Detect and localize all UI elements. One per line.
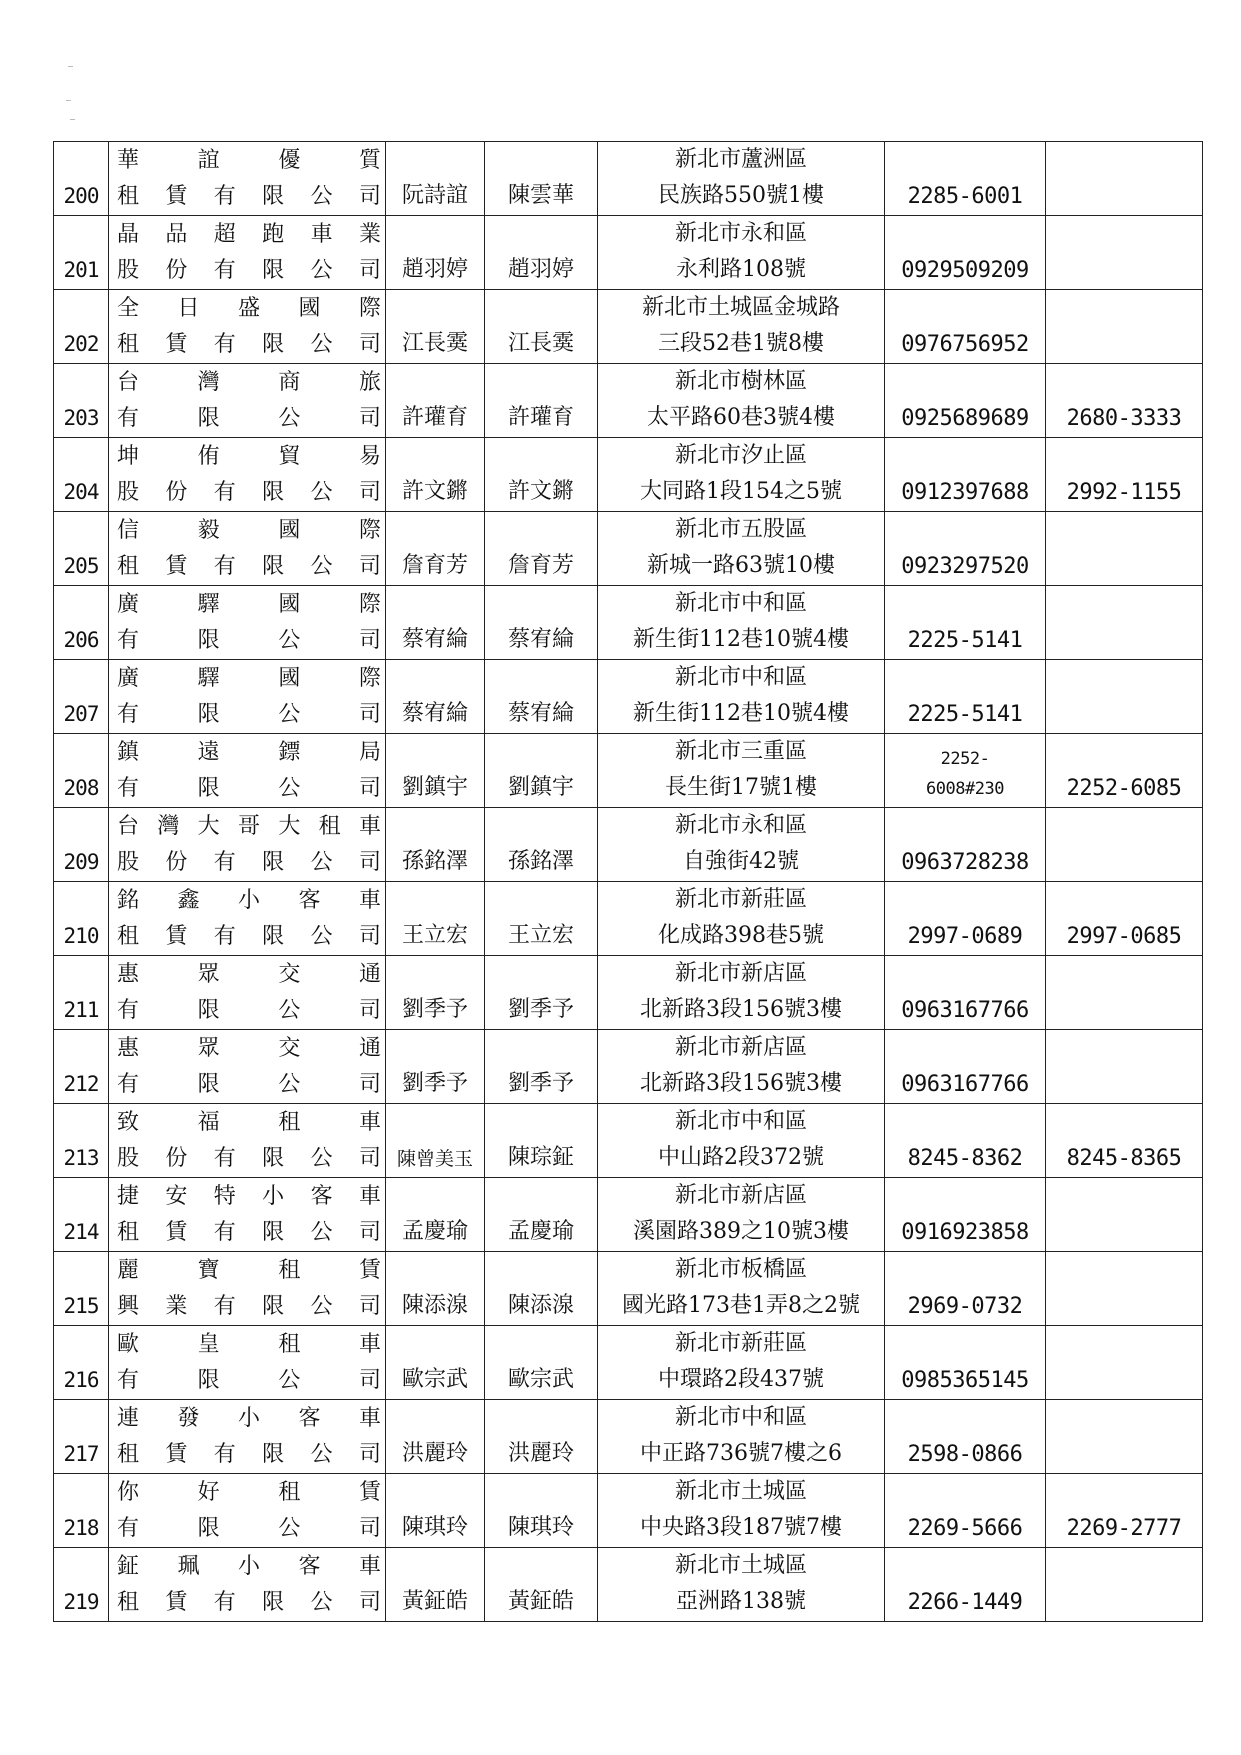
- phone-number: 0916923858: [885, 1178, 1046, 1252]
- company-name-line: 有 限 公 司: [117, 1072, 381, 1097]
- phone-number: 2969-0732: [885, 1252, 1046, 1326]
- company-name-line: 台 灣 商 旅: [117, 370, 381, 395]
- company-name-line: 有 限 公 司: [117, 628, 381, 653]
- fax-number: [1046, 512, 1203, 586]
- contact-name: 孟慶瑜: [485, 1178, 598, 1252]
- fax-number: [1046, 216, 1203, 290]
- company-name-line: 租 賃 有 限 公 司: [117, 184, 381, 209]
- owner-name: 黃鉦皓: [386, 1548, 485, 1622]
- address: [598, 956, 885, 1030]
- company-name: [109, 364, 386, 438]
- address-line: 化成路398巷5號: [658, 923, 824, 948]
- contact-name: 陳添湶: [485, 1252, 598, 1326]
- company-name-line: 信 毅 國 際: [117, 518, 381, 543]
- company-name-line: 連 發 小 客 車: [117, 1406, 381, 1431]
- company-name: [109, 1326, 386, 1400]
- table-row: [54, 956, 1203, 1030]
- owner-name: 許文鏘: [386, 438, 485, 512]
- company-name-line: 有 限 公 司: [117, 776, 381, 801]
- row-number: 200: [54, 142, 109, 216]
- contact-name: 趙羽婷: [485, 216, 598, 290]
- fax-number: [1046, 142, 1203, 216]
- address: [598, 512, 885, 586]
- address: [598, 1400, 885, 1474]
- table-row: [54, 216, 1203, 290]
- address: [598, 216, 885, 290]
- company-name-line: 租 賃 有 限 公 司: [117, 1590, 381, 1615]
- table-body: [54, 142, 1203, 1622]
- contact-name: 洪麗玲: [485, 1400, 598, 1474]
- rental-company-table: [53, 141, 1203, 1622]
- address-line: 長生街17號1樓: [665, 775, 817, 800]
- company-name: [109, 956, 386, 1030]
- contact-name: 許文鏘: [485, 438, 598, 512]
- row-number: 210: [54, 882, 109, 956]
- phone-number: 2225-5141: [885, 586, 1046, 660]
- table-row: [54, 1474, 1203, 1548]
- company-name-line: 租 賃 有 限 公 司: [117, 924, 381, 949]
- fax-number: [1046, 660, 1203, 734]
- address-line: 自強街42號: [683, 849, 799, 874]
- company-name: [109, 1474, 386, 1548]
- address: [598, 438, 885, 512]
- table-row: [54, 290, 1203, 364]
- address-line: 溪園路389之10號3樓: [633, 1219, 849, 1244]
- address-line: 民族路550號1樓: [658, 183, 824, 208]
- company-name-line: 鉦 珮 小 客 車: [117, 1554, 381, 1579]
- owner-name: 陳琪玲: [386, 1474, 485, 1548]
- phone-number: 2266-1449: [885, 1548, 1046, 1622]
- address-line: 新北市中和區: [674, 665, 807, 690]
- company-name-line: 租 賃 有 限 公 司: [117, 1220, 381, 1245]
- address-line: 新北市土城區金城路: [641, 295, 840, 320]
- row-number: 204: [54, 438, 109, 512]
- company-name-line: 有 限 公 司: [117, 1516, 381, 1541]
- contact-name: 詹育芳: [485, 512, 598, 586]
- address-line: 新北市汐止區: [674, 443, 807, 468]
- contact-name: 江長霙: [485, 290, 598, 364]
- address: [598, 1326, 885, 1400]
- phone-number: 0963167766: [885, 956, 1046, 1030]
- company-name-line: 廣 驛 國 際: [117, 592, 381, 617]
- company-name: [109, 882, 386, 956]
- company-name: [109, 1030, 386, 1104]
- owner-name: 洪麗玲: [386, 1400, 485, 1474]
- table-row: [54, 512, 1203, 586]
- address-line: 新北市永和區: [674, 813, 807, 838]
- address: [598, 142, 885, 216]
- company-name-line: 有 限 公 司: [117, 702, 381, 727]
- table-row: [54, 734, 1203, 808]
- company-name: [109, 512, 386, 586]
- fax-number: [1046, 1030, 1203, 1104]
- owner-name: 蔡宥綸: [386, 660, 485, 734]
- contact-name: 黃鉦皓: [485, 1548, 598, 1622]
- company-name-line: 銘 鑫 小 客 車: [117, 888, 381, 913]
- owner-name: 劉季予: [386, 956, 485, 1030]
- address-line: 中正路736號7樓之6: [640, 1441, 842, 1466]
- table-row: [54, 1030, 1203, 1104]
- phone-number: 2269-5666: [885, 1474, 1046, 1548]
- owner-name: 阮詩誼: [386, 142, 485, 216]
- address-line: 新北市中和區: [674, 1109, 807, 1134]
- scan-speck: [66, 100, 71, 101]
- row-number: 201: [54, 216, 109, 290]
- table-row: [54, 660, 1203, 734]
- address-line: 新北市土城區: [674, 1479, 807, 1504]
- contact-name: 劉季予: [485, 956, 598, 1030]
- phone-number: 8245-8362: [885, 1104, 1046, 1178]
- address-line: 新北市新店區: [674, 961, 807, 986]
- company-name-line: 華 誼 優 質: [117, 148, 381, 173]
- address-line: 北新路3段156號3樓: [640, 1071, 842, 1096]
- phone-number: 0923297520: [885, 512, 1046, 586]
- phone-number: 2598-0866: [885, 1400, 1046, 1474]
- contact-name: 劉季予: [485, 1030, 598, 1104]
- owner-name: 歐宗武: [386, 1326, 485, 1400]
- address-line: 中山路2段372號: [658, 1145, 824, 1170]
- table-row: [54, 586, 1203, 660]
- owner-name: 劉鎮宇: [386, 734, 485, 808]
- company-name: [109, 1548, 386, 1622]
- company-name-line: 股 份 有 限 公 司: [117, 258, 381, 283]
- address: [598, 1252, 885, 1326]
- fax-number: [1046, 1548, 1203, 1622]
- company-name-line: 租 賃 有 限 公 司: [117, 1442, 381, 1467]
- phone-number: 2252- 6008#230: [885, 734, 1046, 808]
- company-name: [109, 586, 386, 660]
- row-number: 205: [54, 512, 109, 586]
- company-name-line: 有 限 公 司: [117, 1368, 381, 1393]
- company-name: [109, 142, 386, 216]
- fax-number: 2680-3333: [1046, 364, 1203, 438]
- row-number: 214: [54, 1178, 109, 1252]
- address: [598, 586, 885, 660]
- row-number: 207: [54, 660, 109, 734]
- company-name-line: 晶 品 超 跑 車 業: [117, 222, 381, 247]
- address-line: 新北市五股區: [674, 517, 807, 542]
- address-line: 北新路3段156號3樓: [640, 997, 842, 1022]
- address: [598, 364, 885, 438]
- company-name-line: 麗 寶 租 賃: [117, 1258, 381, 1283]
- row-number: 203: [54, 364, 109, 438]
- address-line: 三段52巷1號8樓: [658, 331, 824, 356]
- company-name-line: 股 份 有 限 公 司: [117, 480, 381, 505]
- phone-number: 2997-0689: [885, 882, 1046, 956]
- phone-number: 0925689689: [885, 364, 1046, 438]
- address-line: 新北市蘆洲區: [674, 147, 807, 172]
- address-line: 新北市永和區: [674, 221, 807, 246]
- row-number: 217: [54, 1400, 109, 1474]
- contact-name: 許瓘育: [485, 364, 598, 438]
- owner-name: 趙羽婷: [386, 216, 485, 290]
- table-row: [54, 1252, 1203, 1326]
- address-line: 大同路1段154之5號: [640, 479, 842, 504]
- owner-name: 王立宏: [386, 882, 485, 956]
- fax-number: [1046, 1178, 1203, 1252]
- company-name-line: 捷 安 特 小 客 車: [117, 1184, 381, 1209]
- company-name-line: 有 限 公 司: [117, 406, 381, 431]
- row-number: 219: [54, 1548, 109, 1622]
- fax-number: [1046, 1400, 1203, 1474]
- owner-name: 陳添湶: [386, 1252, 485, 1326]
- scan-speck: [68, 66, 73, 67]
- company-name: [109, 1104, 386, 1178]
- owner-name: 許瓘育: [386, 364, 485, 438]
- table-row: [54, 1326, 1203, 1400]
- company-name-line: 興 業 有 限 公 司: [117, 1294, 381, 1319]
- company-name-line: 台 灣 大 哥 大 租 車: [117, 814, 381, 839]
- owner-name: 江長霙: [386, 290, 485, 364]
- row-number: 218: [54, 1474, 109, 1548]
- contact-name: 劉鎮宇: [485, 734, 598, 808]
- company-name-line: 歐 皇 租 車: [117, 1332, 381, 1357]
- company-name-line: 惠 眾 交 通: [117, 1036, 381, 1061]
- address-line: 新北市板橋區: [674, 1257, 807, 1282]
- company-name-line: 租 賃 有 限 公 司: [117, 554, 381, 579]
- address: [598, 808, 885, 882]
- address-line: 新北市三重區: [674, 739, 807, 764]
- row-number: 216: [54, 1326, 109, 1400]
- contact-name: 王立宏: [485, 882, 598, 956]
- table-row: [54, 364, 1203, 438]
- row-number: 213: [54, 1104, 109, 1178]
- phone-number: 0929509209: [885, 216, 1046, 290]
- row-number: 206: [54, 586, 109, 660]
- address-line: 太平路60巷3號4樓: [647, 405, 835, 430]
- fax-number: 2992-1155: [1046, 438, 1203, 512]
- company-name-line: 廣 驛 國 際: [117, 666, 381, 691]
- company-name: [109, 1178, 386, 1252]
- owner-name: 蔡宥綸: [386, 586, 485, 660]
- address-line: 中環路2段437號: [658, 1367, 824, 1392]
- scan-speck: [70, 119, 75, 120]
- address-line: 新北市新店區: [674, 1035, 807, 1060]
- address: [598, 1104, 885, 1178]
- fax-number: [1046, 290, 1203, 364]
- company-name-line: 全 日 盛 國 際: [117, 296, 381, 321]
- contact-name: 陳琮鉦: [485, 1104, 598, 1178]
- company-name: [109, 438, 386, 512]
- table-row: [54, 1178, 1203, 1252]
- row-number: 212: [54, 1030, 109, 1104]
- phone-number: 0976756952: [885, 290, 1046, 364]
- address: [598, 660, 885, 734]
- contact-name: 陳琪玲: [485, 1474, 598, 1548]
- row-number: 215: [54, 1252, 109, 1326]
- contact-name: 孫銘澤: [485, 808, 598, 882]
- company-name-line: 鎮 遠 鏢 局: [117, 740, 381, 765]
- fax-number: [1046, 586, 1203, 660]
- phone-number: 0912397688: [885, 438, 1046, 512]
- address-line: 新北市土城區: [674, 1553, 807, 1578]
- fax-number: 8245-8365: [1046, 1104, 1203, 1178]
- fax-number: [1046, 808, 1203, 882]
- company-name: [109, 1400, 386, 1474]
- contact-name: 蔡宥綸: [485, 586, 598, 660]
- contact-name: 陳雲華: [485, 142, 598, 216]
- company-name-line: 致 福 租 車: [117, 1110, 381, 1135]
- phone-number: 0985365145: [885, 1326, 1046, 1400]
- table-row: [54, 142, 1203, 216]
- row-number: 208: [54, 734, 109, 808]
- company-name-line: 股 份 有 限 公 司: [117, 1146, 381, 1171]
- table-row: [54, 1104, 1203, 1178]
- phone-number: 0963728238: [885, 808, 1046, 882]
- phone-number: 0963167766: [885, 1030, 1046, 1104]
- fax-number: 2269-2777: [1046, 1474, 1203, 1548]
- company-name: [109, 1252, 386, 1326]
- fax-number: 2252-6085: [1046, 734, 1203, 808]
- address-line: 新城一路63號10樓: [647, 553, 835, 578]
- phone-number: 2225-5141: [885, 660, 1046, 734]
- fax-number: [1046, 956, 1203, 1030]
- company-name: [109, 290, 386, 364]
- company-name: [109, 808, 386, 882]
- row-number: 202: [54, 290, 109, 364]
- table-row: [54, 1400, 1203, 1474]
- table-row: [54, 808, 1203, 882]
- owner-name: 詹育芳: [386, 512, 485, 586]
- address-line: 新北市中和區: [674, 1405, 807, 1430]
- company-name-line: 你 好 租 賃: [117, 1480, 381, 1505]
- address-line: 新北市新店區: [674, 1183, 807, 1208]
- address: [598, 882, 885, 956]
- table-row: [54, 438, 1203, 512]
- row-number: 211: [54, 956, 109, 1030]
- contact-name: 蔡宥綸: [485, 660, 598, 734]
- fax-number: [1046, 1326, 1203, 1400]
- address: [598, 1178, 885, 1252]
- company-name-line: 惠 眾 交 通: [117, 962, 381, 987]
- table-row: [54, 882, 1203, 956]
- address-line: 亞洲路138號: [676, 1589, 806, 1614]
- address: [598, 1030, 885, 1104]
- phone-number: 2285-6001: [885, 142, 1046, 216]
- address-line: 新北市新莊區: [674, 887, 807, 912]
- company-name-line: 坤 侑 貿 易: [117, 444, 381, 469]
- address-line: 新北市中和區: [674, 591, 807, 616]
- fax-number: [1046, 1252, 1203, 1326]
- table-row: [54, 1548, 1203, 1622]
- address-line: 新北市樹林區: [674, 369, 807, 394]
- company-name: [109, 734, 386, 808]
- company-name-line: 有 限 公 司: [117, 998, 381, 1023]
- address-line: 新生街112巷10號4樓: [633, 701, 849, 726]
- company-name-line: 租 賃 有 限 公 司: [117, 332, 381, 357]
- owner-name: 孫銘澤: [386, 808, 485, 882]
- owner-name: 孟慶瑜: [386, 1178, 485, 1252]
- fax-number: 2997-0685: [1046, 882, 1203, 956]
- company-name: [109, 216, 386, 290]
- company-name-line: 股 份 有 限 公 司: [117, 850, 381, 875]
- address: [598, 1474, 885, 1548]
- address-line: 國光路173巷1弄8之2號: [622, 1293, 860, 1318]
- address: [598, 290, 885, 364]
- address-line: 永利路108號: [676, 257, 806, 282]
- address-line: 中央路3段187號7樓: [640, 1515, 842, 1540]
- owner-name: 陳曾美玉: [386, 1104, 485, 1178]
- company-name: [109, 660, 386, 734]
- address: [598, 1548, 885, 1622]
- address-line: 新北市新莊區: [674, 1331, 807, 1356]
- row-number: 209: [54, 808, 109, 882]
- address-line: 新生街112巷10號4樓: [633, 627, 849, 652]
- contact-name: 歐宗武: [485, 1326, 598, 1400]
- owner-name: 劉季予: [386, 1030, 485, 1104]
- address: [598, 734, 885, 808]
